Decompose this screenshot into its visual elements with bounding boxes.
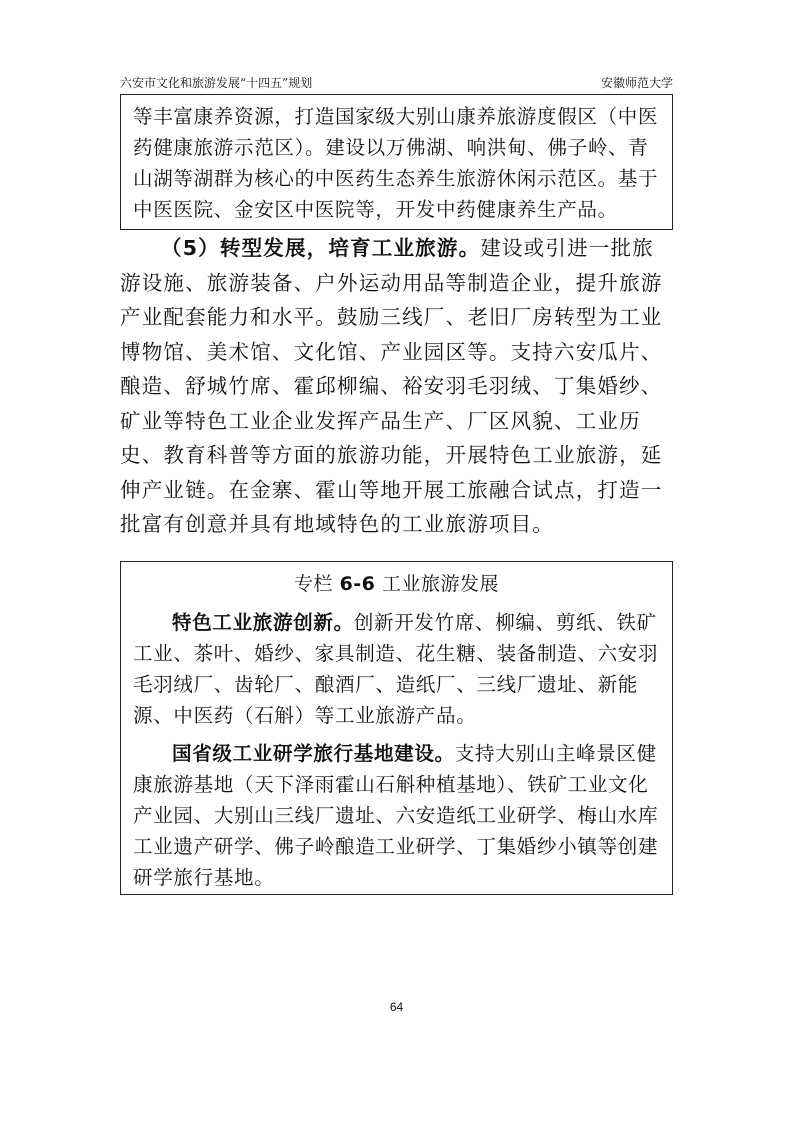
column-paragraph-2 (133, 738, 660, 893)
column-box-6-6 (120, 561, 673, 895)
header-institution: 安徽师范大学 (600, 76, 673, 90)
column-paragraph-1 (133, 607, 660, 731)
page-number: 64 (389, 1000, 404, 1014)
column-title-text: 工业旅游发展 (381, 573, 499, 595)
header-document-title: 六安市文化和旅游发展“十四五”规划 (120, 76, 313, 90)
page-header (120, 74, 673, 95)
column-paragraph-1-text: 创新开发竹席、柳编、剪纸、铁矿工业、茶叶、婚纱、家具制造、花生糖、装备制造、六安羽毛羽绒厂、齿轮厂、酿酒厂、造纸厂、三线厂遗址、新能源、中医药（石斛）等工业旅游产品。 (133, 611, 659, 727)
column-title-number: 6-6 (339, 573, 376, 595)
continued-box-text: 等丰富康养资源，打造国家级大别山康养旅游度假区（中医药健康旅游示范区）。建设以万佛湖、响洪甸、佛子岭、青山湖等湖群为核心的中医药生态养生旅游休闲示范区。基于中医医院、金安区中医院等，开发中药健康养生产品。 (133, 105, 659, 221)
column-paragraph-1-heading: 特色工业旅游创新。 (172, 611, 354, 634)
column-paragraph-2-text: 支持大别山主峰景区健康旅游基地（天下泽雨霍山石斛种植基地）、铁矿工业文化产业园、大别山三线厂遗址、六安造纸工业研学、梅山水库工业遗产研学、佛子岭酿造工业研学、丁集婚纱小镇等创建研学旅行基地。 (133, 742, 659, 889)
column-box-title (121, 570, 672, 598)
column-paragraph-2-heading: 国省级工业研学旅行基地建设。 (172, 742, 455, 765)
continued-box (120, 95, 673, 230)
section-5-heading: （5）转型发展，培育工业旅游。 (161, 236, 481, 260)
column-title-prefix: 专栏 (294, 573, 334, 595)
section-5-text: 建设或引进一批旅游设施、旅游装备、户外运动用品等制造企业，提升旅游产业配套能力和水平。鼓励三线厂、老旧厂房转型为工业博物馆、美术馆、文化馆、产业园区等。支持六安瓜片、酿造、舒城竹席、霍邱柳编、裕安羽毛羽绒、丁集婚纱、矿业等特色工业企业发挥产品生产、厂区风貌、工业历史、教育科普等方面的旅游功能，开展特色工业旅游，延伸产业链。在金寨、霍山等地开展工旅融合试点，打造一批富有创意并具有地域特色的工业旅游项目。 (120, 236, 663, 536)
section-5-paragraph (120, 231, 673, 542)
